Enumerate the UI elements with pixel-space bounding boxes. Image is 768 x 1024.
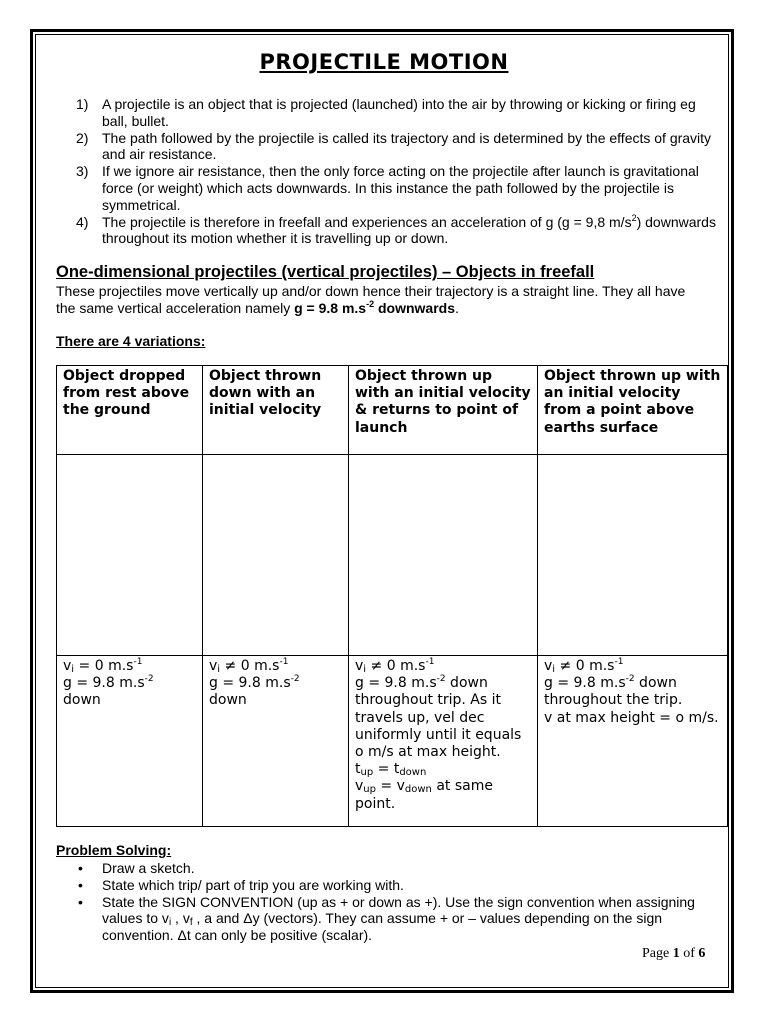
superscript: 2 xyxy=(631,212,637,223)
initial-velocity-line: $v_i = 0$ $m.s^{-1}$ xyxy=(63,657,143,675)
section-paragraph xyxy=(56,283,706,316)
superscript: -2 xyxy=(144,674,154,685)
cell-text: g = 9.8 m.s xyxy=(355,675,437,692)
sketch-row xyxy=(57,455,728,656)
list-number: 3) xyxy=(76,163,89,180)
gravity-line xyxy=(209,675,342,692)
subscript: i xyxy=(552,664,556,675)
list-number: 2) xyxy=(76,129,89,146)
paragraph-text: . xyxy=(455,299,459,316)
cell-text: g = 9.8 m.s xyxy=(209,675,291,692)
superscript: -2 xyxy=(625,674,635,685)
footer-text: Page xyxy=(642,946,673,961)
list-text: If we ignore air resistance, then the only force acting on the projectile after launch is gravitational force (or weight) which acts downwards. In this instance the path followed by the projectile is symmetrical. xyxy=(102,163,699,213)
gravity-line xyxy=(63,675,196,692)
bullet-icon: • xyxy=(78,860,83,876)
list-item xyxy=(76,130,716,164)
acceleration-value xyxy=(294,300,455,316)
paragraph-text: These projectiles move vertically up and/or down hence their trajectory is a straight line. They all have the same vertical acceleration namely xyxy=(56,283,686,316)
sketch-cell xyxy=(203,455,349,656)
bold-text: downwards xyxy=(374,299,456,316)
list-text: State which trip/ part of trip you are working with. xyxy=(102,876,404,893)
current-page: 1 xyxy=(672,946,680,961)
cell-text: = 0 m.s xyxy=(74,658,134,674)
variations-table xyxy=(56,365,728,827)
section-heading: One-dimensional projectiles (vertical projectiles) – Objects in freefall xyxy=(56,263,595,281)
sketch-cell xyxy=(57,455,203,656)
gravity-line xyxy=(544,675,721,709)
list-item xyxy=(76,163,716,213)
gravity-line: g = 9.8 $m.s^{-2}$ down throughout trip. As it travels up, vel dec uniformly until it equals o m/s at max height. $t_{up} = t_{down}$ xyxy=(355,674,523,779)
cell-text: ≠ 0 m.s xyxy=(220,658,280,674)
table-header-cell: Object dropped from rest above the ground xyxy=(57,366,203,455)
list-number: 4) xyxy=(76,213,89,230)
list-item xyxy=(76,877,716,894)
subscript: down xyxy=(399,767,427,779)
table-cell xyxy=(203,656,349,827)
subscript: i xyxy=(217,664,221,675)
velocity-symmetry-line: $v_{up} = v_{down}$ at same point. xyxy=(355,778,493,812)
list-text: A projectile is an object that is projected (launched) into the air by throwing or kicking or firing eg ball, bullet. xyxy=(102,96,696,129)
subscript: up xyxy=(363,784,376,796)
list-text-part: The projectile is therefore in freefall and experiences an acceleration of g (g = 9,8 m/s xyxy=(102,213,632,230)
footer-text: of xyxy=(679,946,699,961)
subscript: i xyxy=(71,664,75,675)
variations-heading: There are 4 variations: xyxy=(56,333,206,349)
cell-text: ≠ 0 m.s xyxy=(366,658,426,674)
list-text-part: ) downwards throughout its motion whether it is travelling up or down. xyxy=(102,213,716,247)
subscript: i xyxy=(168,917,172,929)
superscript: -1 xyxy=(279,657,289,667)
table-header-row xyxy=(57,366,728,455)
superscript: -1 xyxy=(133,657,143,667)
subscript: up xyxy=(360,767,374,779)
intro-list xyxy=(76,96,716,247)
list-item xyxy=(76,894,716,944)
initial-velocity-line: $v_i \ne 0$ $m.s^{-1}$ xyxy=(544,657,624,675)
list-text-part: , a and Δy (vectors). They can assume + or – values depending on the sign convention. Δt can only be positive (scalar). xyxy=(102,910,663,944)
superscript: -2 xyxy=(366,298,375,309)
list-item xyxy=(76,860,716,877)
table-header-cell: Object thrown up with an initial velocity from a point above earths surface xyxy=(538,366,728,455)
sketch-cell xyxy=(538,455,728,656)
page-title: PROJECTILE MOTION xyxy=(259,50,509,74)
cell-text: = v xyxy=(375,778,405,795)
cell-text: at same point. xyxy=(355,778,493,812)
superscript: -2 xyxy=(290,674,300,685)
table-cell xyxy=(57,656,203,827)
subscript: f xyxy=(189,917,193,929)
list-text xyxy=(102,894,695,944)
initial-velocity-line: $v_i \ne 0$ $m.s^{-1}$ xyxy=(355,657,435,675)
superscript: -1 xyxy=(425,657,435,667)
bold-text: g = 9.8 m.s xyxy=(294,299,367,316)
bullet-icon: • xyxy=(78,893,83,910)
initial-velocity-line: $v_i \ne 0$ $m.s^{-1}$ xyxy=(209,657,289,675)
bullet-icon: • xyxy=(78,876,83,893)
page-number xyxy=(642,946,705,962)
table-cell xyxy=(349,656,538,827)
list-text xyxy=(102,214,716,247)
cell-text: = t xyxy=(373,761,400,778)
table-header-cell: Object thrown down with an initial velocity xyxy=(203,366,349,455)
table-header-cell: Object thrown up with an initial velocity & returns to point of launch xyxy=(349,366,538,455)
max-height-line: v at max height = o m/s. xyxy=(544,709,719,726)
list-text: Draw a sketch. xyxy=(102,860,195,876)
superscript: -2 xyxy=(436,674,446,685)
cell-text: g = 9.8 m.s xyxy=(544,675,626,692)
problem-solving-heading: Problem Solving: xyxy=(56,842,172,858)
total-pages: 6 xyxy=(698,946,706,961)
cell-text: g = 9.8 m.s xyxy=(63,675,145,692)
cell-text: down throughout trip. As it travels up, vel dec uniformly until it equals o m/s at max height. xyxy=(355,675,522,761)
cell-text: ≠ 0 m.s xyxy=(555,658,615,674)
info-row xyxy=(57,656,728,827)
list-item xyxy=(76,96,716,130)
list-text-part: State the SIGN CONVENTION (up as + or down as +). Use the sign convention when assigning values to v xyxy=(102,893,695,927)
list-number: 1) xyxy=(76,96,89,112)
list-item xyxy=(76,214,716,248)
list-text-part: , v xyxy=(171,910,190,927)
direction-line: down xyxy=(63,692,101,709)
list-text: The path followed by the projectile is called its trajectory and is determined by the effects of gravity and air resistance. xyxy=(102,129,712,163)
problem-solving-list xyxy=(76,860,716,944)
superscript: -1 xyxy=(614,657,624,667)
sketch-cell xyxy=(349,455,538,656)
direction-line: down xyxy=(209,692,247,709)
cell-text: down throughout the trip. xyxy=(544,675,683,709)
subscript: i xyxy=(363,664,367,675)
subscript: down xyxy=(404,784,432,796)
table-cell xyxy=(538,656,728,827)
